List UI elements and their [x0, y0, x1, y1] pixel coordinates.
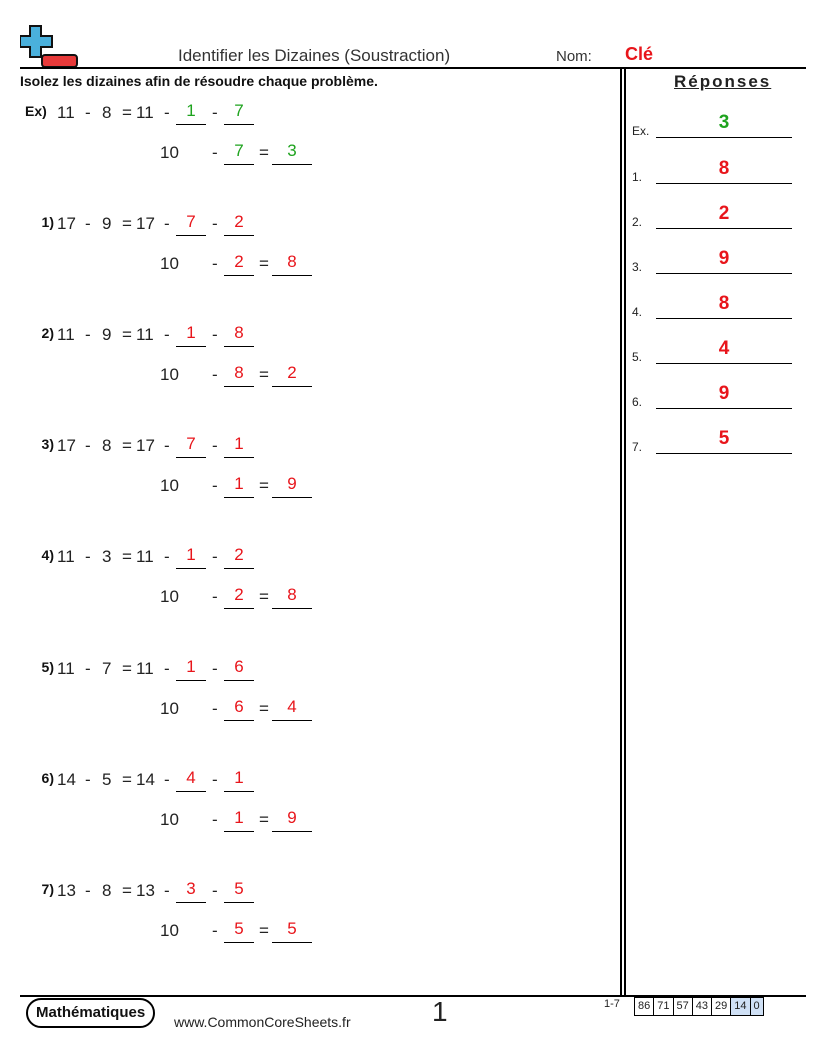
blank-subtract: 8: [224, 363, 254, 387]
score-range: 1-7: [604, 998, 620, 1010]
blank-result: 3: [272, 141, 312, 165]
answer-value: 9: [656, 248, 792, 274]
score-cell: 57: [674, 998, 693, 1015]
brand-badge: Mathématiques: [26, 998, 155, 1028]
minus-sign: -: [164, 214, 170, 233]
problem-item: [20, 436, 600, 516]
minus-sign: -: [212, 881, 218, 900]
blank-second-part: 1: [224, 768, 254, 792]
minuend-repeat: 14: [136, 770, 155, 789]
worksheet-title: Identifier les Dizaines (Soustraction): [178, 46, 451, 65]
blank-result: 4: [272, 697, 312, 721]
blank-second-part: 8: [224, 323, 254, 347]
minus-sign: -: [85, 436, 91, 455]
equals-sign: =: [259, 365, 269, 384]
minus-sign: -: [164, 547, 170, 566]
blank-subtract: 7: [224, 141, 254, 165]
minus-sign: -: [85, 881, 91, 900]
score-cell: 43: [693, 998, 712, 1015]
page-number: 1: [432, 996, 448, 1027]
minus-sign: -: [212, 365, 218, 384]
minuend: 14: [57, 770, 76, 789]
answer-row: [632, 193, 792, 229]
blank-first-part: 7: [176, 212, 206, 236]
ten-value: 10: [160, 476, 179, 495]
equals-sign: =: [122, 436, 132, 455]
problem-item: [20, 881, 600, 961]
minuend-repeat: 11: [136, 659, 154, 678]
site-url: www.CommonCoreSheets.fr: [174, 1014, 351, 1030]
minuend-repeat: 17: [136, 214, 155, 233]
ten-value: 10: [160, 810, 179, 829]
blank-result: 2: [272, 363, 312, 387]
ten-value: 10: [160, 365, 179, 384]
blank-first-part: 4: [176, 768, 206, 792]
minus-sign: -: [212, 254, 218, 273]
blank-result: 5: [272, 919, 312, 943]
answer-row: [632, 328, 792, 364]
minus-sign: -: [85, 659, 91, 678]
minus-sign: -: [212, 921, 218, 940]
minus-sign: -: [164, 659, 170, 678]
problem-number: 2): [41, 325, 54, 341]
minus-sign: -: [164, 881, 170, 900]
minus-sign: -: [212, 103, 218, 122]
score-cell: 71: [654, 998, 673, 1015]
minus-sign: -: [164, 325, 170, 344]
answer-row: [632, 148, 792, 184]
answer-value: 8: [656, 293, 792, 319]
ten-value: 10: [160, 587, 179, 606]
score-cell: 14: [731, 998, 750, 1015]
ten-value: 10: [160, 699, 179, 718]
problem-item: [20, 770, 600, 850]
subtrahend: 8: [102, 103, 112, 122]
subtrahend: 9: [102, 214, 112, 233]
header-rule: [20, 67, 806, 69]
ten-value: 10: [160, 254, 179, 273]
problem-number: 3): [41, 436, 54, 452]
blank-second-part: 2: [224, 545, 254, 569]
subtrahend: 8: [102, 436, 112, 455]
instructions: Isolez les dizaines afin de résoudre chaque problème.: [20, 73, 378, 89]
problem-number: 1): [41, 214, 54, 230]
answer-label: 4.: [632, 305, 643, 319]
minus-sign: -: [212, 699, 218, 718]
problem-item: [20, 325, 600, 405]
equals-sign: =: [122, 214, 132, 233]
answer-label: 3.: [632, 260, 643, 274]
blank-result: 8: [272, 585, 312, 609]
minuend-repeat: 13: [136, 881, 155, 900]
blank-first-part: 1: [176, 545, 206, 569]
minuend: 13: [57, 881, 76, 900]
minuend: 11: [57, 325, 75, 344]
minus-sign: -: [212, 436, 218, 455]
subtrahend: 3: [102, 547, 112, 566]
blank-first-part: 1: [176, 101, 206, 125]
minus-sign: -: [85, 770, 91, 789]
answer-value: 9: [656, 383, 792, 409]
blank-second-part: 7: [224, 101, 254, 125]
problem-item: [20, 547, 600, 627]
answer-value: 5: [656, 428, 792, 454]
blank-first-part: 7: [176, 434, 206, 458]
score-cell: 0: [751, 998, 763, 1015]
answer-value: 2: [656, 203, 792, 229]
problem-item: [20, 103, 600, 183]
equals-sign: =: [122, 770, 132, 789]
minus-sign: -: [85, 214, 91, 233]
answer-label: 6.: [632, 395, 643, 409]
blank-first-part: 1: [176, 323, 206, 347]
equals-sign: =: [122, 547, 132, 566]
equals-sign: =: [259, 810, 269, 829]
answer-row: [632, 283, 792, 319]
subtrahend: 7: [102, 659, 112, 678]
answer-label: 2.: [632, 215, 643, 229]
problem-number: 7): [41, 881, 54, 897]
equals-sign: =: [259, 254, 269, 273]
score-table: [634, 997, 764, 1016]
minus-sign: -: [164, 103, 170, 122]
problem-number: 4): [41, 547, 54, 563]
blank-result: 8: [272, 252, 312, 276]
minus-sign: -: [212, 143, 218, 162]
minus-sign: -: [212, 770, 218, 789]
problem-number: 6): [41, 770, 54, 786]
blank-result: 9: [272, 474, 312, 498]
problem-item: [20, 659, 600, 739]
minuend-repeat: 11: [136, 547, 154, 566]
minus-sign: -: [164, 770, 170, 789]
minus-sign: -: [212, 810, 218, 829]
minuend: 11: [57, 103, 75, 122]
plus-minus-logo-icon: [20, 22, 78, 68]
minus-sign: -: [85, 547, 91, 566]
answers-title: Réponses: [674, 72, 772, 91]
answer-row: [632, 102, 792, 138]
answer-row: [632, 418, 792, 454]
minus-sign: -: [212, 476, 218, 495]
score-cell: 29: [712, 998, 731, 1015]
blank-first-part: 3: [176, 879, 206, 903]
minus-sign: -: [85, 103, 91, 122]
subtrahend: 8: [102, 881, 112, 900]
blank-second-part: 2: [224, 212, 254, 236]
ten-value: 10: [160, 921, 179, 940]
equals-sign: =: [259, 699, 269, 718]
equals-sign: =: [122, 325, 132, 344]
answer-value: 8: [656, 158, 792, 184]
minus-sign: -: [85, 325, 91, 344]
minuend: 17: [57, 214, 76, 233]
minuend-repeat: 11: [136, 103, 154, 122]
blank-first-part: 1: [176, 657, 206, 681]
minus-sign: -: [212, 214, 218, 233]
minuend: 11: [57, 659, 75, 678]
blank-subtract: 6: [224, 697, 254, 721]
blank-subtract: 5: [224, 919, 254, 943]
blank-second-part: 1: [224, 434, 254, 458]
problem-number: Ex): [25, 103, 47, 119]
answer-label: 7.: [632, 440, 643, 454]
blank-subtract: 1: [224, 474, 254, 498]
equals-sign: =: [122, 881, 132, 900]
equals-sign: =: [259, 476, 269, 495]
blank-subtract: 2: [224, 252, 254, 276]
minus-sign: -: [212, 659, 218, 678]
blank-result: 9: [272, 808, 312, 832]
problem-item: [20, 214, 600, 294]
equals-sign: =: [122, 103, 132, 122]
blank-subtract: 1: [224, 808, 254, 832]
answer-label: 5.: [632, 350, 643, 364]
minus-sign: -: [212, 547, 218, 566]
answer-value: 4: [656, 338, 792, 364]
score-cell: 86: [635, 998, 654, 1015]
answer-row: [632, 373, 792, 409]
column-divider: [620, 67, 626, 996]
answer-label: 1.: [632, 170, 643, 184]
equals-sign: =: [259, 587, 269, 606]
blank-subtract: 2: [224, 585, 254, 609]
subtrahend: 5: [102, 770, 112, 789]
minuend-repeat: 17: [136, 436, 155, 455]
minuend: 11: [57, 547, 75, 566]
name-label: Nom:: [556, 48, 592, 65]
answer-row: [632, 238, 792, 274]
blank-second-part: 5: [224, 879, 254, 903]
equals-sign: =: [122, 659, 132, 678]
minus-sign: -: [164, 436, 170, 455]
subtrahend: 9: [102, 325, 112, 344]
equals-sign: =: [259, 921, 269, 940]
answer-value: 3: [656, 112, 792, 138]
minus-sign: -: [212, 325, 218, 344]
ten-value: 10: [160, 143, 179, 162]
minus-sign: -: [212, 587, 218, 606]
equals-sign: =: [259, 143, 269, 162]
minuend-repeat: 11: [136, 325, 154, 344]
answer-label: Ex.: [632, 124, 650, 138]
name-value: Clé: [625, 44, 654, 64]
minuend: 17: [57, 436, 76, 455]
blank-second-part: 6: [224, 657, 254, 681]
problem-number: 5): [41, 659, 54, 675]
